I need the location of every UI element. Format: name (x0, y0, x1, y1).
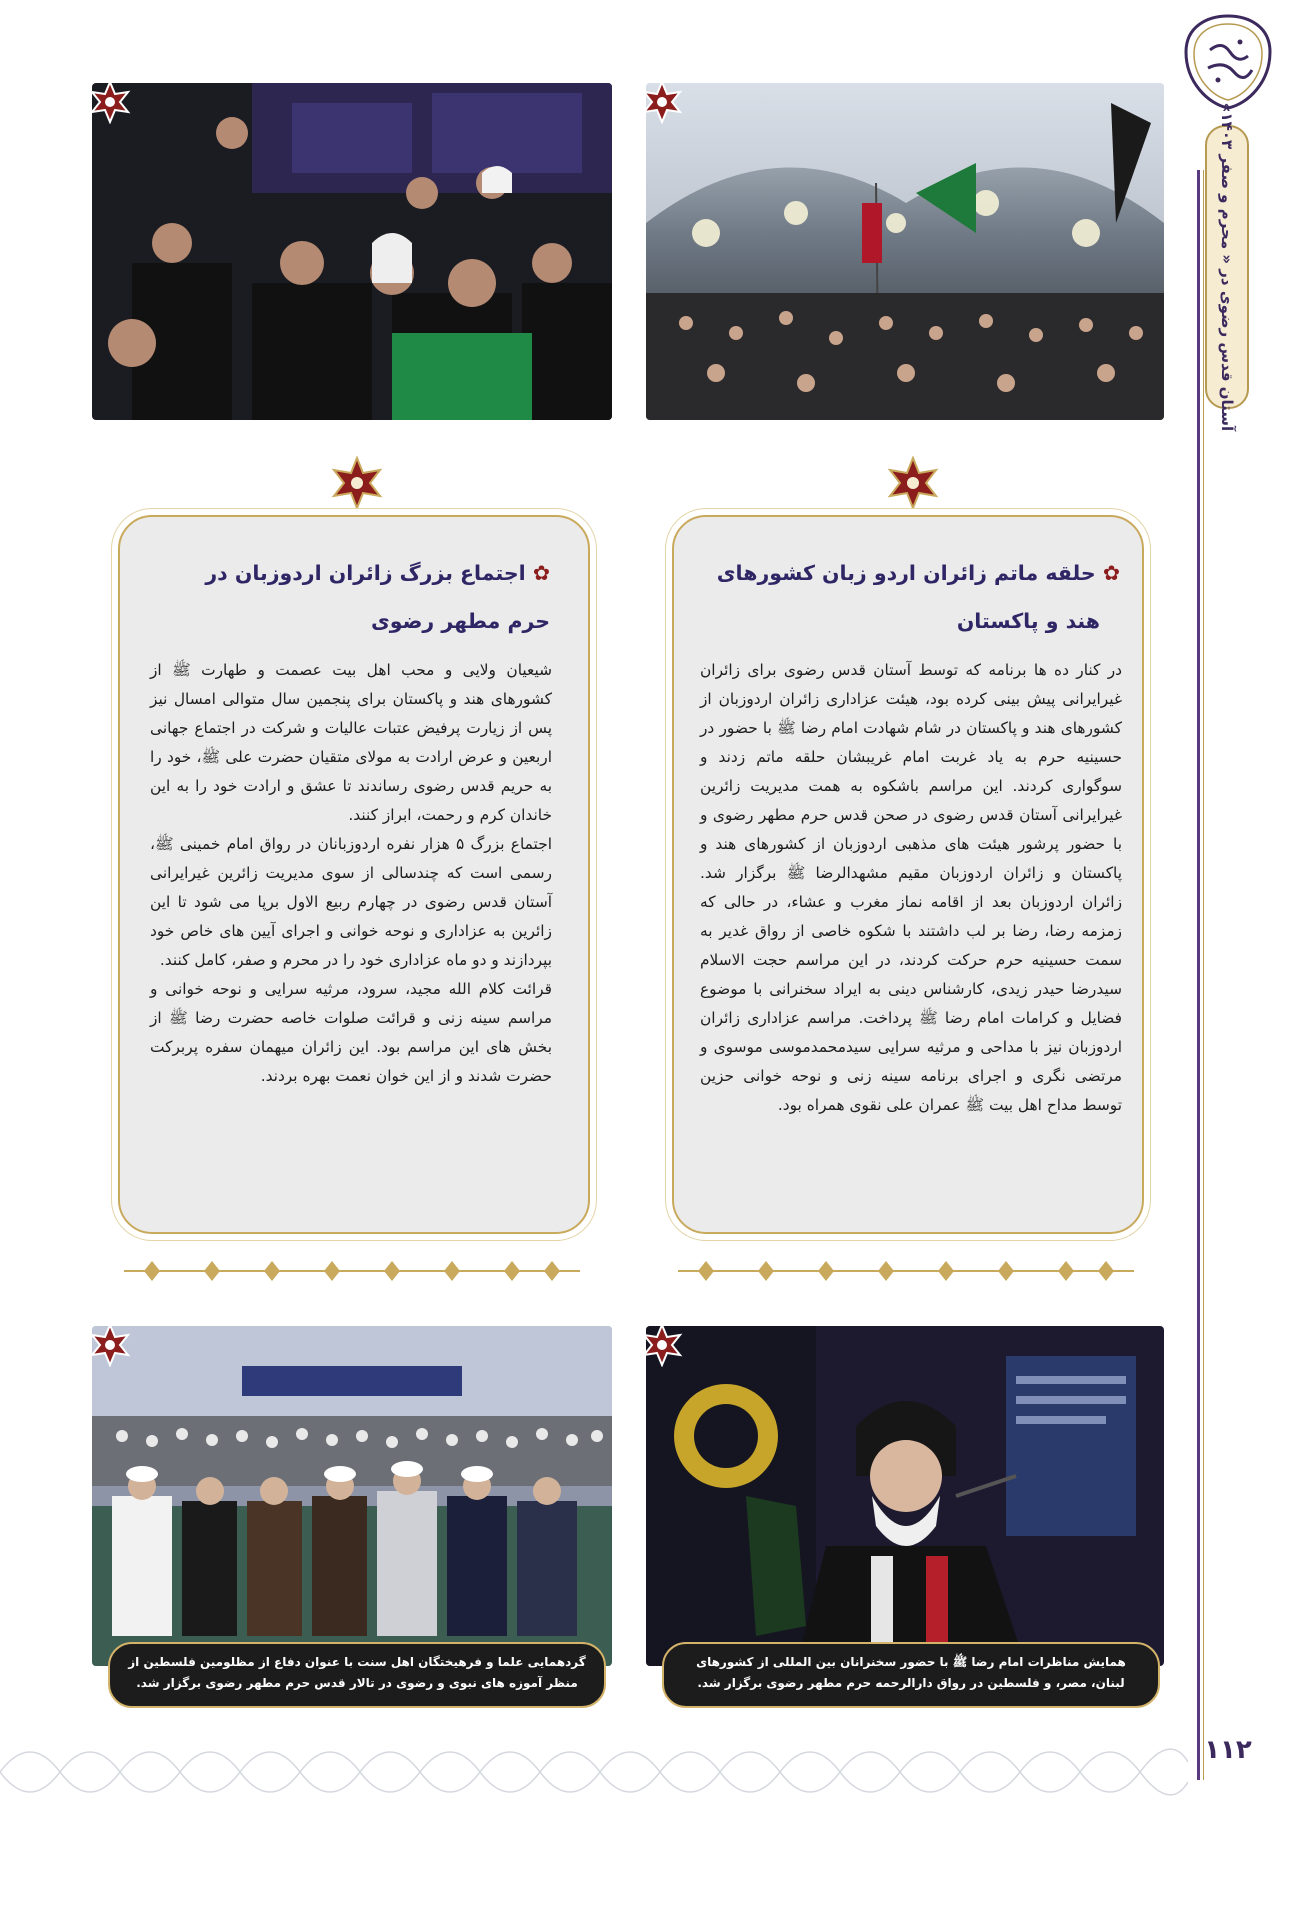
footer-pattern (0, 1732, 1188, 1812)
photo-scholars-gathering (92, 1326, 612, 1666)
photo-pilgrims-crowd (92, 83, 612, 420)
ornament-divider (678, 1254, 1134, 1288)
ornament-divider (124, 1254, 580, 1288)
side-rule-gold (1203, 170, 1204, 1780)
rosette-icon (88, 1323, 132, 1367)
article-title-line2: هند و پاکستان (956, 609, 1100, 633)
article-body: در کنار ده ها برنامه که توسط آستان قدس رضوی برای زائران غیرایرانی پیش بینی کرده بود، هیئت عزاداری زائران اردوزبان از کشورهای هند و پاکستان در شام شهادت امام رضا ﷺ با حضور در حسینیه حرم به یاد غربت امام غریبشان حلقه ماتم زدند و سوگواری کردند. این مراسم باشکوه به همت مدیریت زائرین غیرایرانی آستان قدس رضوی در صحن قدس حرم مطهر رضوی و با حضور پرشور هیئت های مذهبی اردوزبان از کشورهای هند و پاکستان و زائران اردوزبان مقیم مشهدالرضا ﷺ برگزار شد. زائران اردوزبان بعد از اقامه نماز مغرب و عشاء، در حالی که زمزمه رضا، رضا بر لب داشتند با شکوه خاصی از رواق غدیر به سمت حسینیه حرم حرکت کردند، در این مراسم حجت الاسلام سیدرضا حیدر زیدی، کارشناس دینی به ایراد سخنرانی با موضوع فضایل و کرامات امام رضا ﷺ پرداخت. مراسم عزاداری زائران اردوزبان نیز با مداحی و مرثیه سرایی سیدمحمدموسی موسوی و مرتضی نگری و اجرای برنامه سینه زنی و نوحه خوانی حزین توسط مداح اهل بیت ﷺ عمران علی نقوی همراه بود. (700, 661, 1122, 1114)
card-rosette-icon (886, 456, 940, 510)
rosette-icon (88, 80, 132, 124)
card-rosette-icon (330, 456, 384, 510)
side-issue-title: آستان قدس رضوی در « محرم و صفر ۱۴۰۳» (1205, 125, 1249, 409)
article-title-line2: حرم مطهر رضوی (370, 609, 550, 633)
rosette-icon (640, 80, 684, 124)
rosette-bullet-icon: ✿ (532, 561, 550, 585)
magazine-logo (1178, 12, 1278, 112)
article-body: شیعیان ولایی و محب اهل بیت عصمت و طهارت ﷺ از کشورهای هند و پاکستان برای پنجمین سال متوالی امسال نیز پس از زیارت پرفیض عتبات عالیات و شرکت در اجتماع جهانی اربعین و عرض ارادت به مولای متقیان حضرت علی ﷺ، خود را به حریم قدس رضوی رساندند تا عشق و ارادت خود را به این خاندان کرم و رحمت، ابراز کنند. اجتماع بزرگ ۵ هزار نفره اردوزبانان در رواق امام خمینی ﷺ، رسمی است که چندسالی از سوی مدیریت زائرین غیرایرانی آستان قدس رضوی در چهارم ربیع الاول برپا می شود تا این زائرین به عزاداری و نوحه خوانی و اجرای آیین های خاص خود بپردازند و دو ماه عزاداری خود را در محرم و صفر، کامل کنند. قرائت کلام الله مجید، سرود، مرثیه سرایی و نوحه خوانی و مراسم سینه زنی و قرائت صلوات خاصه حضرت رضا ﷺ از بخش های این مراسم بود. این زائران میهمان سفره پربرکت حضرت شدند و از این خوان نعمت بهره بردند. (150, 661, 552, 1085)
rosette-icon (640, 1323, 684, 1367)
photo-shrine-mourning (646, 83, 1164, 420)
rosette-bullet-icon: ✿ (1102, 561, 1120, 585)
photo-speaker-conference (646, 1326, 1164, 1666)
article-title: ✿ حلقه ماتم زائران اردو زبان کشورهای (716, 561, 1120, 585)
page-number: ۱۱۲ (1204, 1735, 1252, 1765)
photo-caption: گردهمایی علما و فرهیختگان اهل سنت با عنوان دفاع از مظلومین فلسطین از منظر آموزه های نبوی و رضوی در تالار قدس حرم مطهر رضوی برگزار شد. (108, 1642, 606, 1708)
photo-caption: همایش مناظرات امام رضا ﷺ با حضور سخنرانان بین المللی از کشورهای لبنان، مصر، و فلسطین در رواق دارالرحمه حرم مطهر رضوی برگزار شد. (662, 1642, 1160, 1708)
article-title: ✿ اجتماع بزرگ زائران اردوزبان در (205, 561, 550, 585)
side-rule (1197, 170, 1200, 1780)
